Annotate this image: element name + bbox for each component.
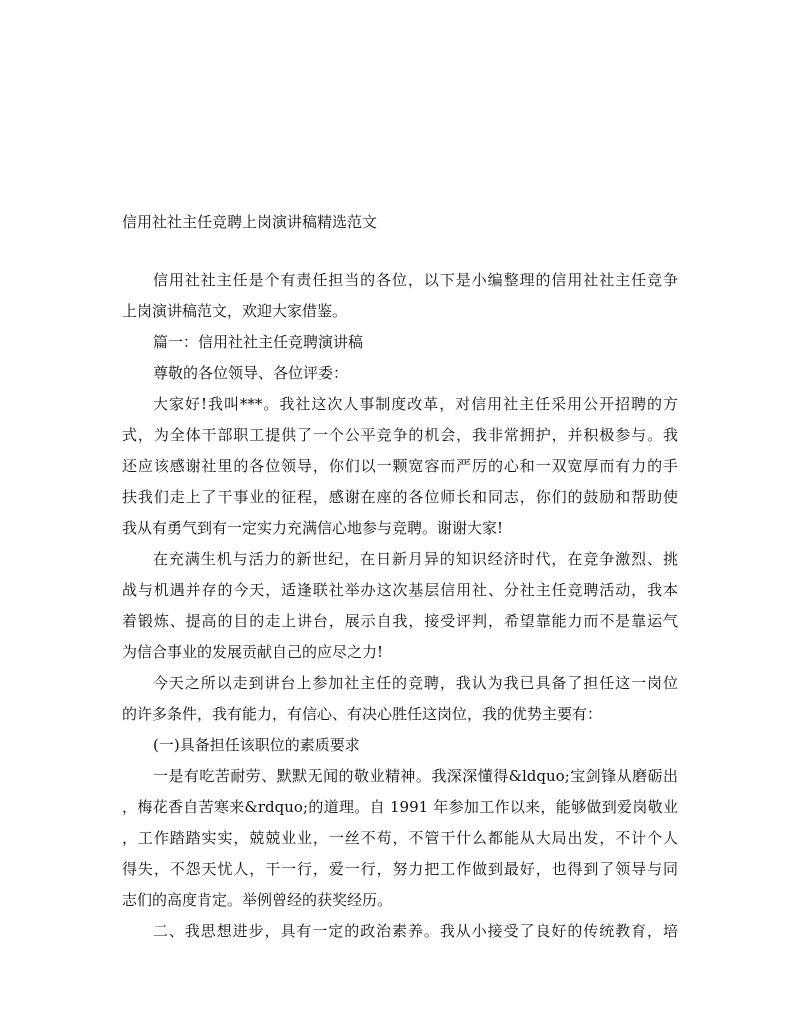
paragraph-politics xyxy=(122,916,678,947)
paragraph-line: 战与机遇并存的今天，适逢联社举办这次基层信用社、分社主任竞聘活动，我本 xyxy=(122,581,678,599)
paragraph-line: 着锻炼、提高的目的走上讲台，展示自我，接受评判，希望靠能力而不是靠运气 xyxy=(122,612,678,630)
paragraph-line: 我从有勇气到有一定实力充满信心地参与竞聘。谢谢大家! xyxy=(122,519,504,537)
paragraph-advantages-intro xyxy=(122,668,678,730)
paragraph-subheading xyxy=(122,730,678,761)
paragraph-line: 得失，不怨天忧人，干一行，爱一行，努力把工作做到最好，也得到了领导与同 xyxy=(122,860,678,878)
paragraph-line: 还应该感谢社里的各位领导，你们以一颗宽容而严厉的心和一双宽厚而有力的手 xyxy=(122,457,678,475)
paragraph-line: 信用社社主任是个有责任担当的各位，以下是小编整理的信用社社主任竞争 xyxy=(153,271,678,289)
paragraph-line: 志们的高度肯定。举例曾经的获奖经历。 xyxy=(122,891,393,909)
paragraph-line: 式，为全体干部职工提供了一个公平竞争的机会，我非常拥护，并积极参与。我 xyxy=(122,426,678,444)
paragraph-line: 扶我们走上了干事业的征程，感谢在座的各位师长和同志，你们的鼓励和帮助使 xyxy=(122,488,678,506)
paragraph-line: 上岗演讲稿范文，欢迎大家借鉴。 xyxy=(122,302,348,320)
paragraph-intro xyxy=(122,265,678,327)
paragraph-line: 的许多条件，我有能力，有信心、有决心胜任这岗位，我的优势主要有： xyxy=(122,705,603,723)
paragraph-line: 一是有吃苦耐劳、默默无闻的敬业精神。我深深懂得&ldquo;宝剑锋从磨砺出 xyxy=(153,767,678,785)
paragraph-line: 大家好!我叫***。我社这次人事制度改革，对信用社主任采用公开招聘的方 xyxy=(153,395,678,413)
paragraph-line: 二、我思想进步，具有一定的政治素养。我从小接受了良好的传统教育，培 xyxy=(153,922,678,940)
paragraph-dedication xyxy=(122,761,678,916)
paragraph-line: 为信合事业的发展贡献自己的应尽之力! xyxy=(122,643,384,661)
paragraph-greeting xyxy=(122,389,678,544)
paragraph-context xyxy=(122,544,678,668)
paragraph-section-heading xyxy=(122,327,678,358)
paragraph-salutation xyxy=(122,358,678,389)
paragraph-line: 尊敬的各位领导、各位评委： xyxy=(153,364,349,382)
paragraph-line: 篇一：信用社社主任竞聘演讲稿 xyxy=(153,333,364,351)
paragraph-line: ，梅花香自苦寒来&rdquo;的道理。自 1991 年参加工作以来，能够做到爱岗敬业 xyxy=(122,798,678,816)
paragraph-line: (一)具备担任该职位的素质要求 xyxy=(153,736,360,754)
paragraph-line: 在充满生机与活力的新世纪，在日新月异的知识经济时代，在竞争激烈、挑 xyxy=(153,550,678,568)
paragraph-line: 今天之所以走到讲台上参加社主任的竞聘，我认为我已具备了担任这一岗位 xyxy=(153,674,678,692)
paragraph-line: ，工作踏踏实实，兢兢业业，一丝不苟，不管干什么都能从大局出发，不计个人 xyxy=(122,829,678,847)
document-title: 信用社社主任竞聘上岗演讲稿精选范文 xyxy=(122,213,378,231)
